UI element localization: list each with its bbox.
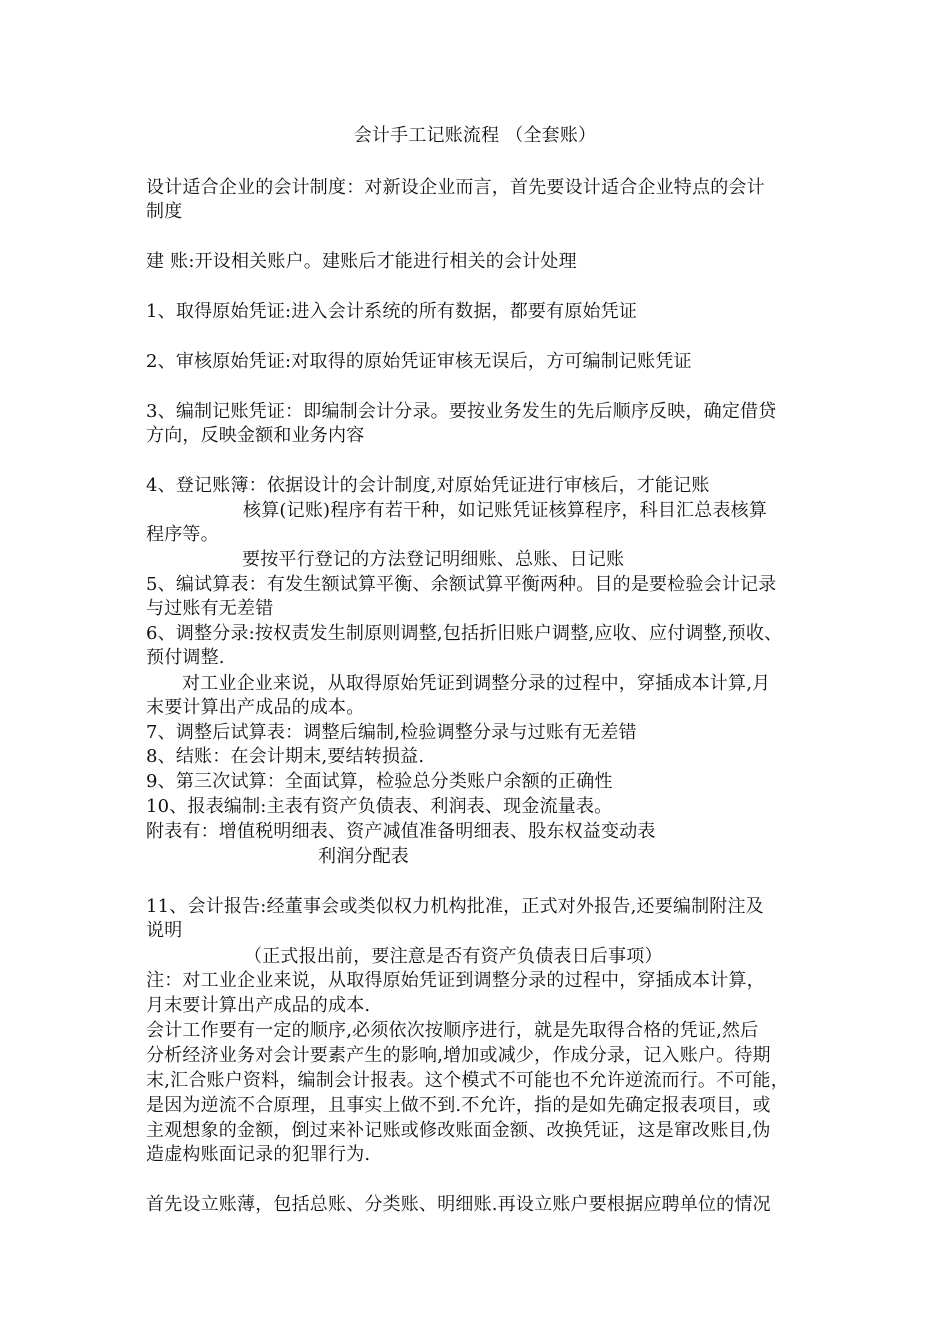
- paragraph-line: 预付调整.: [146, 647, 225, 668]
- paragraph-line: 3、编制记账凭证：即编制会计分录。要按业务发生的先后顺序反映，确定借贷: [146, 401, 777, 422]
- page-title: 会计手工记账流程 （全套账）: [353, 125, 597, 146]
- paragraph-line: 是因为逆流不合原理，且事实上做不到.不允许，指的是如先确定报表项目，或: [146, 1095, 771, 1116]
- paragraph-line: 6、调整分录:按权责发生制原则调整,包括折旧账户调整,应收、应付调整,预收、: [146, 623, 783, 644]
- paragraph-line: 4、登记账簿：依据设计的会计制度,对原始凭证进行审核后，才能记账: [146, 475, 710, 496]
- paragraph-line: 利润分配表: [318, 846, 409, 867]
- paragraph-line: 末,汇合账户资料，编制会计报表。这个模式不可能也不允许逆流而行。不可能，: [146, 1070, 789, 1091]
- paragraph-line: 造虚构账面记录的犯罪行为.: [146, 1144, 371, 1165]
- paragraph-line: 7、调整后试算表：调整后编制,检验调整分录与过账有无差错: [146, 722, 637, 743]
- paragraph-line: 会计工作要有一定的顺序,必须依次按顺序进行，就是先取得合格的凭证,然后: [146, 1020, 759, 1041]
- paragraph-line: 8、结账：在会计期末,要结转损益.: [146, 746, 425, 767]
- paragraph-line: 说明: [146, 920, 183, 941]
- paragraph-line: 1、取得原始凭证:进入会计系统的所有数据，都要有原始凭证: [146, 301, 638, 322]
- paragraph-line: 设计适合企业的会计制度：对新设企业而言，首先要设计适合企业特点的会计: [146, 177, 765, 198]
- paragraph-line: 5、编试算表：有发生额试算平衡、余额试算平衡两种。目的是要检验会计记录: [146, 574, 777, 595]
- paragraph-line: 方向，反映金额和业务内容: [146, 425, 365, 446]
- paragraph-line: 9、第三次试算：全面试算，检验总分类账户余额的正确性: [146, 771, 613, 792]
- paragraph-line: 对工业企业来说，从取得原始凭证到调整分录的过程中，穿插成本计算,月: [182, 673, 771, 694]
- paragraph-line: 附表有：增值税明细表、资产减值准备明细表、股东权益变动表: [146, 821, 656, 842]
- paragraph-line: （正式报出前，要注意是否有资产负债表日后事项）: [244, 946, 663, 967]
- paragraph-line: 与过账有无差错: [146, 598, 274, 619]
- paragraph-line: 建 账:开设相关账户。建账后才能进行相关的会计处理: [146, 251, 577, 272]
- paragraph-line: 月末要计算出产成品的成本.: [146, 995, 371, 1016]
- paragraph-line: 程序等。: [146, 524, 219, 545]
- paragraph-line: 核算(记账)程序有若干种，如记账凭证核算程序，科目汇总表核算: [243, 500, 768, 521]
- paragraph-line: 首先设立账薄，包括总账、分类账、明细账.再设立账户要根据应聘单位的情况: [146, 1194, 771, 1215]
- paragraph-line: 制度: [146, 201, 183, 222]
- paragraph-line: 2、审核原始凭证:对取得的原始凭证审核无误后，方可编制记账凭证: [146, 351, 692, 372]
- paragraph-line: 注：对工业企业来说，从取得原始凭证到调整分录的过程中，穿插成本计算，: [146, 970, 765, 991]
- paragraph-line: 末要计算出产成品的成本。: [146, 697, 365, 718]
- paragraph-line: 分析经济业务对会计要素产生的影响,增加或减少，作成分录，记入账户。待期: [146, 1045, 771, 1066]
- paragraph-line: 要按平行登记的方法登记明细账、总账、日记账: [242, 549, 625, 570]
- paragraph-line: 主观想象的金额，倒过来补记账或修改账面金额、改换凭证，这是窜改账目,伪: [146, 1120, 771, 1141]
- paragraph-line: 10、报表编制:主表有资产负债表、利润表、现金流量表。: [146, 796, 613, 817]
- paragraph-line: 11、会计报告:经董事会或类似权力机构批准，正式对外报告,还要编制附注及: [146, 896, 764, 917]
